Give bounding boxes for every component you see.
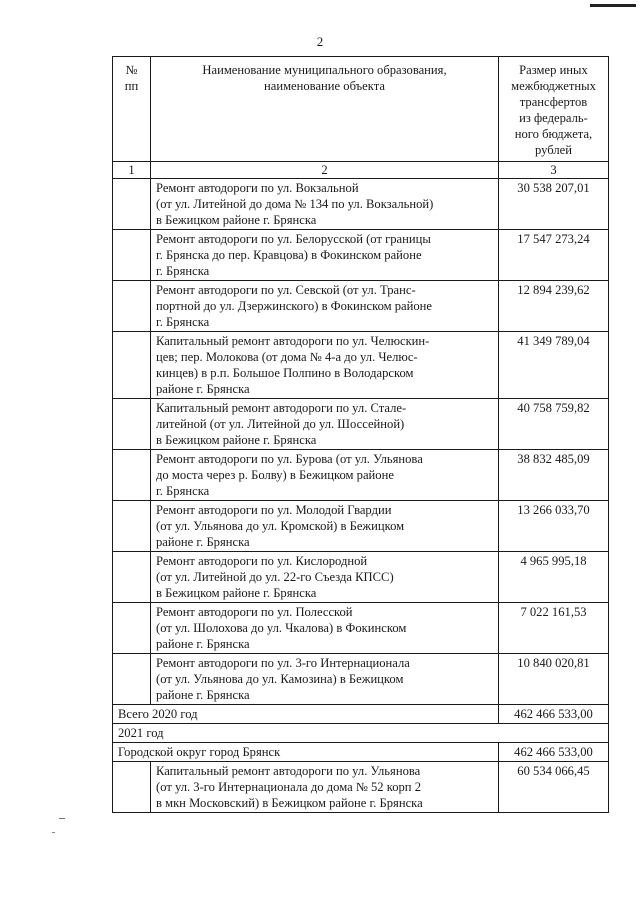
column-number-3: 3: [499, 162, 609, 179]
table-row: [113, 501, 609, 552]
table-row: [113, 179, 609, 230]
total-2020-row-amount: 462 466 533,00: [499, 705, 609, 724]
amount-cell: 13 266 033,70: [499, 501, 609, 552]
row-number-cell: [113, 450, 151, 501]
scan-mark: [52, 832, 55, 833]
object-name-cell: Ремонт автодороги по ул. Кислородной (от ул. Литейной до ул. 22-го Съезда КПСС) в Бежицком районе г. Брянска: [151, 552, 499, 603]
table-row: [113, 603, 609, 654]
table-header-row: [113, 57, 609, 162]
amount-cell: 12 894 239,62: [499, 281, 609, 332]
row-number-cell: [113, 501, 151, 552]
row-number-cell: [113, 399, 151, 450]
amount-cell: 41 349 789,04: [499, 332, 609, 399]
column-number-1: 1: [113, 162, 151, 179]
amount-cell: 10 840 020,81: [499, 654, 609, 705]
row-number-cell: [113, 332, 151, 399]
row-number-cell: [113, 603, 151, 654]
amount-cell: 40 758 759,82: [499, 399, 609, 450]
table-row: [113, 230, 609, 281]
year-2021-row-label: 2021 год: [113, 724, 609, 743]
row-number-cell: [113, 654, 151, 705]
object-name-cell: Ремонт автодороги по ул. Белорусской (от границы г. Брянска до пер. Кравцова) в Фокинском районе г. Брянска: [151, 230, 499, 281]
year-2021-row: [113, 724, 609, 743]
table-row: [113, 654, 609, 705]
city-total-row: [113, 743, 609, 762]
column-number-2: 2: [151, 162, 499, 179]
object-name-cell: Ремонт автодороги по ул. Бурова (от ул. Ульянова до моста через р. Болву) в Бежицком районе г. Брянска: [151, 450, 499, 501]
header-amount: Размер иных межбюджетных трансфертов из федераль- ного бюджета, рублей: [499, 57, 609, 162]
object-name-cell: Ремонт автодороги по ул. Молодой Гвардии (от ул. Ульянова до ул. Кромской) в Бежицком районе г. Брянска: [151, 501, 499, 552]
object-name-cell: Капитальный ремонт автодороги по ул. Челюскин- цев; пер. Молокова (от дома № 4-а до ул. Челюс- кинцев) в р.п. Большое Полпино в Володарском районе г. Брянска: [151, 332, 499, 399]
object-name-cell: Ремонт автодороги по ул. Полесской (от ул. Шолохова до ул. Чкалова) в Фокинском районе г. Брянска: [151, 603, 499, 654]
top-edge-line: [590, 4, 636, 7]
object-name-cell: Капитальный ремонт автодороги по ул. Стале- литейной (от ул. Литейной до ул. Шоссейной) в Бежицком районе г. Брянска: [151, 399, 499, 450]
object-name-cell: Ремонт автодороги по ул. Севской (от ул. Транс- портной до ул. Дзержинского) в Фокинском районе г. Брянска: [151, 281, 499, 332]
row-number-cell: [113, 230, 151, 281]
amount-cell: 17 547 273,24: [499, 230, 609, 281]
column-number-row: [113, 162, 609, 179]
page-number: 2: [316, 34, 324, 49]
total-2020-row-label: Всего 2020 год: [113, 705, 499, 724]
object-name-cell: Капитальный ремонт автодороги по ул. Ульянова (от ул. 3-го Интернационала до дома № 52 корп 2 в мкн Московский) в Бежицком районе г. Брянска: [151, 762, 499, 813]
city-total-row-label: Городской округ город Брянск: [113, 743, 499, 762]
amount-cell: 30 538 207,01: [499, 179, 609, 230]
table-row: [113, 450, 609, 501]
table-row: [113, 332, 609, 399]
header-number: № пп: [113, 57, 151, 162]
table-row: [113, 399, 609, 450]
row-number-cell: [113, 552, 151, 603]
row-number-cell: [113, 762, 151, 813]
header-name: Наименование муниципального образования, наименование объекта: [151, 57, 499, 162]
row-number-cell: [113, 179, 151, 230]
amount-cell: 60 534 066,45: [499, 762, 609, 813]
object-name-cell: Ремонт автодороги по ул. Вокзальной (от ул. Литейной до дома № 134 по ул. Вокзальной) в Бежицком районе г. Брянска: [151, 179, 499, 230]
table-row: [113, 762, 609, 813]
transfers-table: [112, 56, 609, 813]
amount-cell: 38 832 485,09: [499, 450, 609, 501]
object-name-cell: Ремонт автодороги по ул. 3-го Интернационала (от ул. Ульянова до ул. Камозина) в Бежицком районе г. Брянска: [151, 654, 499, 705]
row-number-cell: [113, 281, 151, 332]
total-2020-row: [113, 705, 609, 724]
city-total-row-amount: 462 466 533,00: [499, 743, 609, 762]
amount-cell: 7 022 161,53: [499, 603, 609, 654]
scan-mark: [59, 818, 65, 819]
amount-cell: 4 965 995,18: [499, 552, 609, 603]
table-row: [113, 552, 609, 603]
table-row: [113, 281, 609, 332]
